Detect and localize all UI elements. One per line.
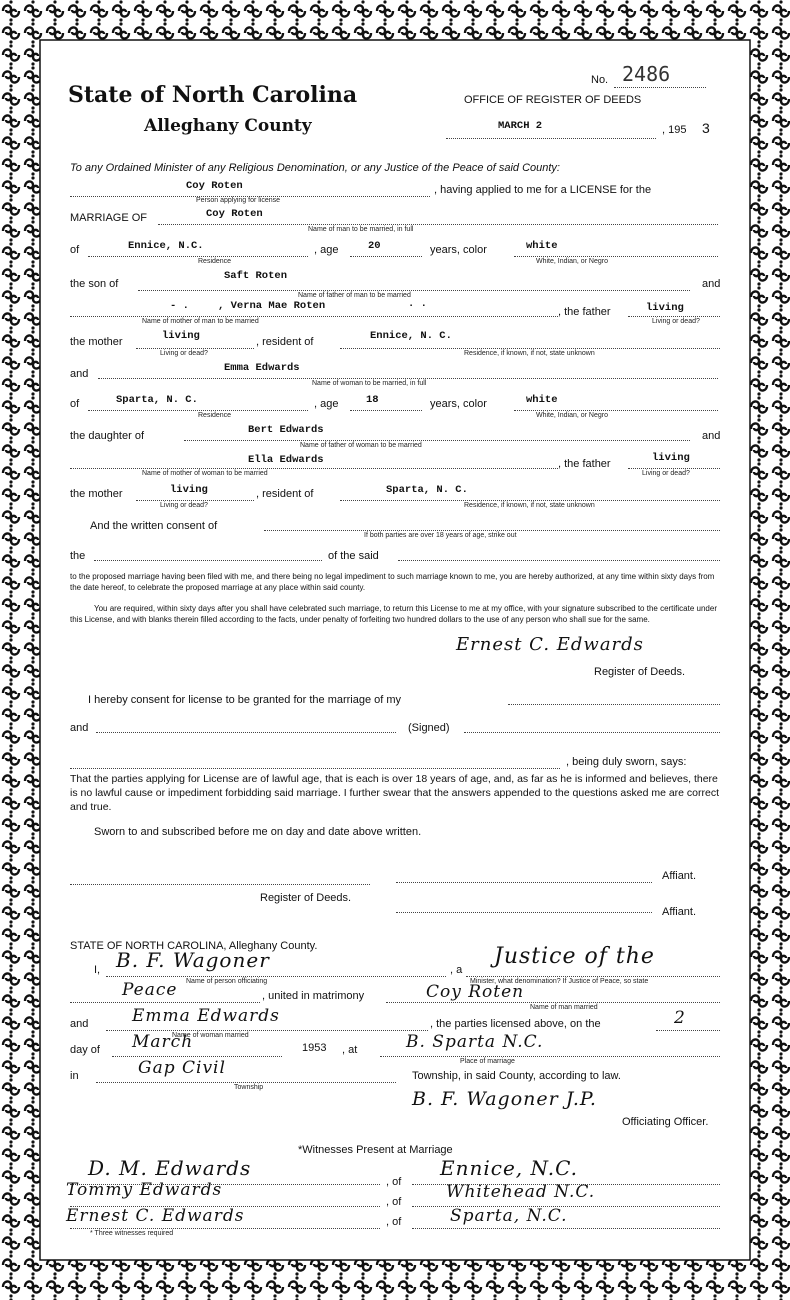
register-label-2: Register of Deeds. [260, 892, 352, 904]
consent-paragraph-2: You are required, within sixty days after you shall have celebrated such marriage, to return this License to me at my office, with your signature subscribed to the certificate under this License, and with blanks therein filled according to the facts, under penalty of forfeiting two hundred dollars to the use of any person who shall sue for the same. [70, 604, 717, 624]
man-mother-marks2: · · [408, 300, 427, 312]
woman-age-label: , age [314, 398, 339, 410]
witness-3-place: Sparta, N.C. [450, 1206, 568, 1226]
man-name: Coy Roten [206, 208, 263, 220]
state-title: State of North Carolina [68, 82, 358, 108]
number-label: No. [591, 74, 609, 86]
woman-and-label: and [70, 368, 89, 380]
woman-father-status: living [652, 452, 690, 464]
register-signature: Ernest C. Edwards [456, 634, 644, 655]
witness-2-name: Tommy Edwards [66, 1180, 223, 1200]
woman-mother: Ella Edwards [248, 454, 324, 466]
man-residence-caption: Residence [198, 258, 232, 265]
parent-consent-signed: (Signed) [408, 722, 450, 734]
consent-the-label: the [70, 550, 86, 562]
man-mother: , Verna Mae Roten [218, 300, 326, 312]
man-mother-status: living [162, 330, 200, 342]
man-father-status-label: , the father [558, 306, 611, 318]
county-title: Alleghany County [144, 116, 312, 136]
man-resident-label: , resident of [256, 336, 314, 348]
written-consent-caption: If both parties are over 18 years of age, strike out [364, 532, 517, 539]
man-father-caption: Name of father of man to be married [298, 292, 411, 299]
cert-a-label: , a [450, 964, 463, 976]
woman-mother-status-caption: Living or dead? [160, 502, 208, 509]
witness-2-place: Whitehead N.C. [446, 1182, 596, 1202]
son-and-label: and [702, 278, 721, 290]
woman-years-label: years, color [430, 398, 487, 410]
married-woman: Emma Edwards [132, 1006, 280, 1026]
township-label: Township, in said County, according to law. [412, 1070, 621, 1082]
in-label: in [70, 1070, 79, 1082]
marriage-place: B. Sparta N.C. [406, 1032, 544, 1052]
affiant-label-1: Affiant. [662, 870, 697, 882]
affiant-label-2: Affiant. [662, 906, 697, 918]
applicant-text: , having applied to me for a LICENSE for the [434, 184, 652, 196]
man-age: 20 [368, 240, 381, 252]
consent-of-said-label: of the said [328, 550, 379, 562]
woman-of-label: of [70, 398, 80, 410]
register-of-deeds-label: Register of Deeds. [594, 666, 686, 678]
married-man-caption: Name of man married [530, 1004, 598, 1011]
applicant-caption: Person applying for license [196, 197, 281, 204]
officiant-title-caption: Minister, what denomination? If Justice of Peace, so state [470, 978, 649, 985]
office-title: OFFICE OF REGISTER OF DEEDS [464, 94, 642, 106]
man-name-caption: Name of man to be married, in full [308, 226, 414, 233]
united-label: , united in matrimony [262, 990, 365, 1002]
at-label: , at [342, 1044, 358, 1056]
daughter-of-label: the daughter of [70, 430, 145, 442]
married-woman-caption: Name of woman married [172, 1032, 249, 1039]
woman-father-caption: Name of father of woman to be married [300, 442, 422, 449]
witnesses-caption: * Three witnesses required [90, 1230, 174, 1237]
written-consent-label: And the written consent of [90, 520, 218, 532]
woman-mother-residence-caption: Residence, if known, if not, state unknown [464, 502, 595, 509]
man-mother-status-caption: Living or dead? [160, 350, 208, 357]
officiant-name: B. F. Wagoner [116, 948, 270, 972]
man-father-status: living [646, 302, 684, 314]
officer-signature: B. F. Wagoner J.P. [412, 1088, 597, 1110]
woman-resident-label: , resident of [256, 488, 314, 500]
man-residence: Ennice, N.C. [128, 240, 204, 252]
township-caption: Township [234, 1084, 264, 1091]
man-mother-residence: Ennice, N. C. [370, 330, 452, 342]
man-years-label: years, color [430, 244, 487, 256]
affidavit-paragraph: That the parties applying for License are of lawful age, that is each is over 18 years of age, and, as far as he is informed and believes, there is no lawful cause or impediment forbidding said marriage. I further swear that the answers appended to the questions asked me are correct and true. [70, 773, 720, 813]
witness-2-of: , of [386, 1196, 402, 1208]
consent-paragraph-1: to the proposed marriage having been filed with me, and there being no legal impediment to such marriage known to me, you are hereby authorized, at any time within sixty days from the date hereof, to celebrate the proposed marriage at any place within said county. [70, 572, 715, 592]
woman-residence-caption: Residence [198, 412, 232, 419]
man-color-caption: White, Indian, or Negro [536, 258, 608, 265]
marriage-year: 1953 [302, 1042, 327, 1054]
cert-i-label: I, [94, 964, 101, 976]
applicant-name: Coy Roten [186, 180, 243, 192]
marriage-of-label: MARRIAGE OF [70, 212, 148, 224]
sworn-label: , being duly sworn, says: [566, 756, 687, 768]
license-document [46, 46, 744, 1254]
parent-consent-text: I hereby consent for license to be granted for the marriage of my [88, 694, 402, 706]
daughter-and-label: and [702, 430, 721, 442]
officiant-caption: Name of person officiating [186, 978, 268, 985]
day-of-label: day of [70, 1044, 100, 1056]
man-of-label: of [70, 244, 80, 256]
married-man: Coy Roten [426, 982, 525, 1002]
witness-3-name: Ernest C. Edwards [66, 1206, 245, 1226]
man-mother-label: the mother [70, 336, 123, 348]
officiant-title-2: Peace [122, 980, 178, 1000]
man-father-status-caption: Living or dead? [652, 318, 700, 325]
marriage-month: March [132, 1032, 194, 1052]
intro-text: To any Ordained Minister of any Religious Denomination, or any Justice of the Peace of said County: [70, 162, 560, 174]
woman-father-status-label: , the father [558, 458, 611, 470]
witnesses-heading: *Witnesses Present at Marriage [298, 1144, 453, 1156]
woman-name-caption: Name of woman to be married, in full [312, 380, 427, 387]
woman-father-status-caption: Living or dead? [642, 470, 690, 477]
year-prefix: , 195 [662, 124, 687, 136]
witness-1-of: , of [386, 1176, 402, 1188]
officiant-title: Justice of the [494, 944, 655, 969]
officiating-officer-label: Officiating Officer. [622, 1116, 709, 1128]
parties-licensed-label: , the parties licensed above, on the [430, 1018, 601, 1030]
woman-color: white [526, 394, 558, 406]
witness-3-of: , of [386, 1216, 402, 1228]
sworn-subscribed-line: Sworn to and subscribed before me on day and date above written. [94, 826, 422, 838]
certificate-heading: STATE OF NORTH CAROLINA, Alleghany County. [70, 940, 318, 952]
woman-color-caption: White, Indian, or Negro [536, 412, 608, 419]
woman-residence: Sparta, N. C. [116, 394, 198, 406]
man-age-label: , age [314, 244, 339, 256]
woman-mother-status: living [170, 484, 208, 496]
witness-1-name: D. M. Edwards [88, 1156, 252, 1180]
man-father: Saft Roten [224, 270, 288, 282]
marriage-place-caption: Place of marriage [460, 1058, 515, 1065]
woman-mother-caption: Name of mother of woman to be married [142, 470, 268, 477]
man-mother-caption: Name of mother of man to be married [142, 318, 259, 325]
license-number: 2486 [622, 62, 671, 86]
parent-consent-and: and [70, 722, 89, 734]
marriage-day: 2 [674, 1008, 686, 1028]
woman-age: 18 [366, 394, 379, 406]
son-of-label: the son of [70, 278, 119, 290]
woman-mother-residence: Sparta, N. C. [386, 484, 468, 496]
woman-name: Emma Edwards [224, 362, 300, 374]
cert-and-label: and [70, 1018, 89, 1030]
man-mother-marks: - . [170, 300, 189, 312]
license-date: MARCH 2 [498, 120, 543, 132]
witness-1-place: Ennice, N.C. [440, 1156, 579, 1180]
year-suffix: 3 [702, 120, 710, 136]
man-mother-residence-caption: Residence, if known, if not, state unknown [464, 350, 595, 357]
man-color: white [526, 240, 558, 252]
woman-mother-label: the mother [70, 488, 123, 500]
woman-father: Bert Edwards [248, 424, 324, 436]
township-name: Gap Civil [138, 1058, 226, 1078]
